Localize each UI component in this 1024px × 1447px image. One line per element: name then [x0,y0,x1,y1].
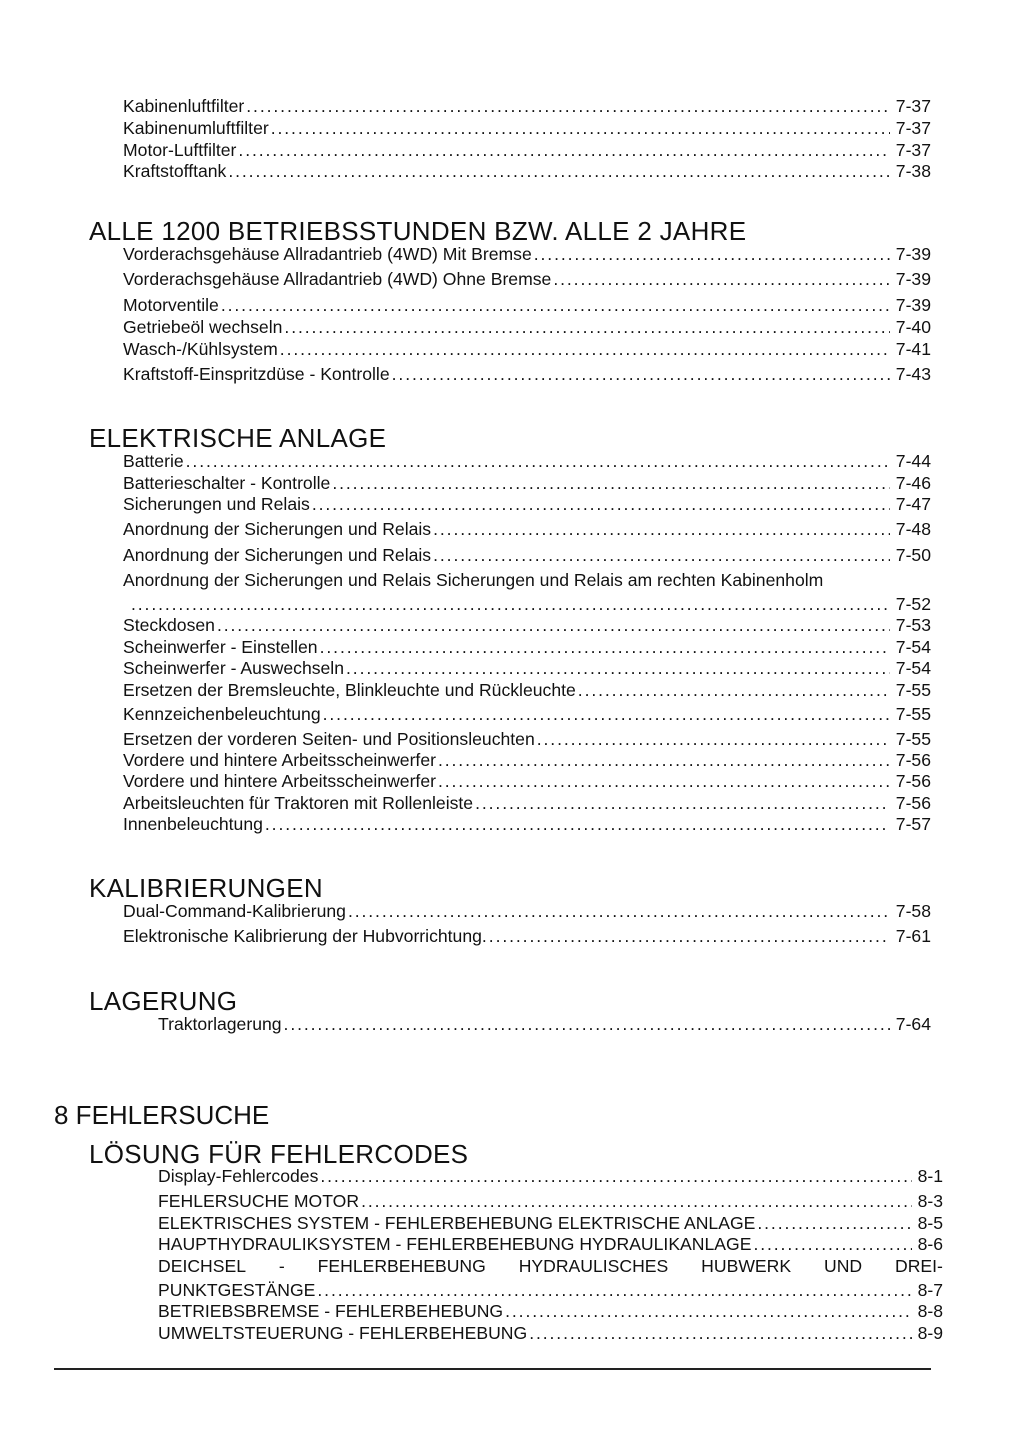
toc-entry[interactable] [123,451,931,472]
entry-title: Traktorlagerung [158,1014,282,1034]
entry-title: Arbeitsleuchten für Traktoren mit Rollenleiste [123,793,474,813]
entry-title: Steckdosen [123,615,215,635]
entry-word: - [278,1256,285,1276]
footer-rule [54,1368,931,1370]
toc-entry[interactable] [123,545,931,566]
entry-page: 8-7 [917,1280,943,1300]
toc-entry[interactable] [123,494,931,515]
entry-page: 7-37 [895,140,931,160]
entry-word: HUBWERK [701,1256,792,1276]
leader-dots [438,771,890,792]
leader-dots [505,1301,911,1322]
entry-title: Kabinenumluftfilter [123,118,269,138]
toc-entry[interactable] [123,269,931,290]
leader-dots [186,451,890,472]
toc-entry[interactable] [123,615,931,636]
entry-page: 8-6 [917,1234,943,1254]
entry-page: 7-39 [895,295,931,315]
leader-dots [537,729,890,750]
leader-dots [489,926,890,947]
entry-word: DEICHSEL [158,1256,246,1276]
entry-title: Vordere und hintere Arbeitsscheinwerfer [123,771,436,791]
entry-page: 7-40 [895,317,931,337]
toc-entry[interactable] [123,244,931,265]
leader-dots [578,680,890,701]
entry-title-line [158,1256,943,1277]
entry-page: 8-8 [917,1301,943,1321]
entry-title: PUNKTGESTÄNGE [158,1280,316,1300]
entry-page: 7-57 [895,814,931,834]
entry-page: 7-53 [895,615,931,635]
toc-entry[interactable] [123,96,931,117]
entry-page: 7-55 [895,680,931,700]
toc-entry[interactable] [123,364,931,385]
entry-page: 7-58 [895,901,931,921]
leader-dots [320,637,890,658]
entry-title: Elektronische Kalibrierung der Hubvorrichtung. [123,926,487,946]
entry-title: HAUPTHYDRAULIKSYSTEM - FEHLERBEHEBUNG HYDRAULIKANLAGE [158,1234,752,1254]
entry-title: Motorventile [123,295,219,315]
entry-page: 7-55 [895,704,931,724]
entry-title: Vordere und hintere Arbeitsscheinwerfer [123,750,436,770]
leader-dots [433,545,890,566]
leader-dots [221,295,890,316]
leader-dots [433,519,890,540]
entry-title: Ersetzen der vorderen Seiten- und Positionsleuchten [123,729,535,749]
toc-entry[interactable] [123,814,931,835]
leader-dots [271,118,890,139]
entry-page: 7-39 [895,269,931,289]
toc-entry[interactable] [123,295,931,316]
leader-dots [753,1234,911,1255]
toc-entry[interactable] [123,926,931,947]
toc-entry[interactable] [123,750,931,771]
toc-entry[interactable] [158,1014,931,1035]
entry-title: Vorderachsgehäuse Allradantrieb (4WD) Ohne Bremse [123,269,552,289]
toc-entry[interactable] [123,704,931,725]
entry-word: UND [824,1256,863,1276]
entry-title: Batterie [123,451,184,471]
toc-entry[interactable] [158,1301,943,1322]
leader-dots [323,704,890,725]
toc-entry[interactable] [123,473,931,494]
toc-entry[interactable] [123,901,931,922]
entry-title: ELEKTRISCHES SYSTEM - FEHLERBEHEBUNG ELEKTRISCHE ANLAGE [158,1213,756,1233]
section-heading: LÖSUNG FÜR FEHLERCODES [89,1139,469,1169]
toc-entry[interactable] [123,317,931,338]
entry-title: Anordnung der Sicherungen und Relais Sicherungen und Relais am rechten Kabinenholm [123,570,824,590]
entry-page: 7-61 [895,926,931,946]
entry-word: DREI- [895,1256,943,1276]
toc-entry[interactable] [123,118,931,139]
leader-dots [228,161,889,182]
entry-title: Motor-Luftfilter [123,140,237,160]
entry-title: Innenbeleuchtung [123,814,263,834]
leader-dots [312,494,890,515]
leader-dots [284,317,889,338]
entry-page: 7-37 [895,118,931,138]
entry-title: Wasch-/Kühlsystem [123,339,278,359]
entry-title: Dual-Command-Kalibrierung [123,901,346,921]
section-heading: ALLE 1200 BETRIEBSSTUNDEN BZW. ALLE 2 JAHRE [89,216,747,246]
leader-dots [757,1213,911,1234]
entry-page: 7-56 [895,771,931,791]
entry-page: 7-54 [895,637,931,657]
leader-dots [217,615,890,636]
toc-entry[interactable] [158,1191,943,1212]
leader-dots [553,269,889,290]
toc-entry[interactable] [158,1213,943,1234]
entry-word: HYDRAULISCHES [518,1256,669,1276]
leader-dots [238,140,889,161]
toc-entry[interactable] [123,771,931,792]
toc-entry[interactable] [123,637,931,658]
entry-page: 7-64 [895,1014,931,1034]
toc-entry[interactable] [123,680,931,701]
entry-title: Scheinwerfer - Auswechseln [123,658,345,678]
leader-dots [317,1280,911,1301]
entry-page: 7-41 [895,339,931,359]
toc-entry[interactable] [158,1234,943,1255]
entry-title: BETRIEBSBREMSE - FEHLERBEHEBUNG [158,1301,504,1321]
entry-page: 8-3 [917,1191,943,1211]
entry-page: 7-48 [895,519,931,539]
entry-title: Scheinwerfer - Einstellen [123,637,318,657]
toc-entry[interactable] [123,658,931,679]
toc-entry[interactable] [123,729,931,750]
toc-entry[interactable] [123,793,931,814]
leader-dots [246,96,890,117]
entry-title: Kennzeichenbeleuchtung [123,704,321,724]
entry-word: FEHLERBEHEBUNG [317,1256,486,1276]
entry-page: 7-37 [895,96,931,116]
entry-page: 7-54 [895,658,931,678]
entry-title: Display-Fehlercodes [158,1166,319,1186]
section-heading: KALIBRIERUNGEN [89,873,323,903]
entry-page: 7-56 [895,793,931,813]
entry-page: 7-44 [895,451,931,471]
leader-dots [284,1014,890,1035]
entry-title: UMWELTSTEUERUNG - FEHLERBEHEBUNG [158,1323,528,1343]
entry-page: 7-39 [895,244,931,264]
leader-dots [131,594,890,615]
leader-dots [361,1191,912,1212]
entry-page: 8-1 [917,1166,943,1186]
chapter-heading: 8 FEHLERSUCHE [54,1100,270,1130]
toc-entry[interactable] [123,519,931,540]
entry-title: Ersetzen der Bremsleuchte, Blinkleuchte und Rückleuchte [123,680,576,700]
leader-dots [346,658,890,679]
leader-dots [320,1166,911,1187]
entry-page: 7-50 [895,545,931,565]
entry-title: FEHLERSUCHE MOTOR [158,1191,360,1211]
leader-dots [534,244,890,265]
leader-dots [438,750,890,771]
entry-page: 8-5 [917,1213,943,1233]
entry-page: 8-9 [917,1323,943,1343]
entry-page: 7-56 [895,750,931,770]
toc-entry[interactable] [158,1323,943,1344]
toc-entry[interactable] [123,140,931,161]
section-heading: ELEKTRISCHE ANLAGE [89,423,387,453]
entry-title: Anordnung der Sicherungen und Relais [123,545,432,565]
entry-title: Kraftstofftank [123,161,227,181]
toc-entry[interactable] [158,1166,943,1187]
section-heading: LAGERUNG [89,986,238,1016]
entry-page: 7-38 [895,161,931,181]
entry-title: Batterieschalter - Kontrolle [123,473,331,493]
toc-entry[interactable] [123,339,931,360]
entry-page: 7-55 [895,729,931,749]
leader-dots [529,1323,911,1344]
leader-dots [348,901,890,922]
entry-title: Sicherungen und Relais [123,494,310,514]
leader-dots [280,339,890,360]
toc-entry[interactable] [123,161,931,182]
entry-title: Kraftstoff-Einspritzdüse - Kontrolle [123,364,390,384]
entry-page: 7-43 [895,364,931,384]
leader-dots [475,793,890,814]
leader-dots [265,814,890,835]
leader-dots [332,473,889,494]
entry-title: Kabinenluftfilter [123,96,245,116]
entry-page: 7-47 [895,494,931,514]
entry-title: Anordnung der Sicherungen und Relais [123,519,432,539]
entry-page: 7-52 [895,594,931,614]
entry-page: 7-46 [895,473,931,493]
entry-title: Getriebeöl wechseln [123,317,283,337]
leader-dots [392,364,890,385]
entry-title: Vorderachsgehäuse Allradantrieb (4WD) Mit Bremse [123,244,532,264]
